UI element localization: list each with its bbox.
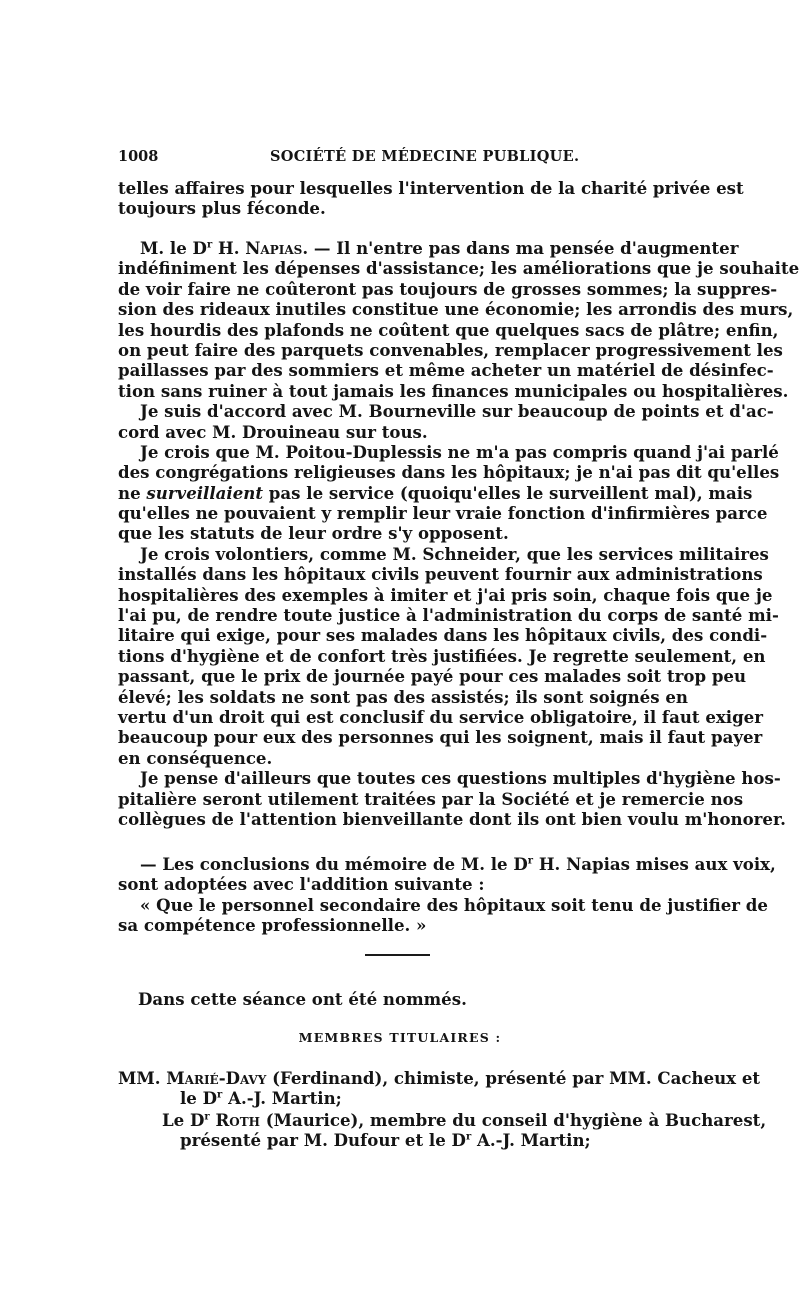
text-line: sion des rideaux inutiles constitue une économie; les arrondis des murs, bbox=[118, 299, 794, 320]
text-line: indéfiniment les dépenses d'assistance; les améliorations que je souhaite bbox=[118, 258, 800, 279]
text-line: vertu d'un droit qui est conclusif du service obligatoire, il faut exiger bbox=[118, 706, 763, 727]
member-name: Roth bbox=[215, 1110, 260, 1130]
member-entry-line: présenté par M. Dufour et le $D^r$ A.-J. Martin; bbox=[180, 1130, 591, 1150]
text-line: paillasses par des sommiers et même acheter un matériel de désinfec- bbox=[118, 360, 774, 381]
members-heading: MEMBRES TITULAIRES : bbox=[298, 1030, 502, 1045]
text-line: que les statuts de leur ordre s'y opposent. bbox=[118, 523, 509, 544]
page-number: 1008 bbox=[118, 148, 159, 165]
text-line: beaucoup pour eux des personnes qui les soignent, mais il faut payer bbox=[118, 727, 763, 748]
member-entry-line: le $D^r$ A.-J. Martin; bbox=[180, 1088, 342, 1108]
text-line: cord avec M. Drouineau sur tous. bbox=[118, 421, 428, 442]
text-line: pitalière seront utilement traitées par la Société et je remercie nos bbox=[118, 788, 744, 809]
text-line: tion sans ruiner à tout jamais les finances municipales ou hospitalières. bbox=[118, 380, 789, 401]
member-entry-line: MM. Marié-Davy (Ferdinand), chimiste, présenté par MM. Cacheux et bbox=[118, 1068, 761, 1088]
text-line: les hourdis des plafonds ne coûtent que quelques sacs de plâtre; enfin, bbox=[118, 319, 779, 340]
text-line: installés dans les hôpitaux civils peuvent fournir aux administrations bbox=[118, 564, 763, 585]
speaker-prefix: M. le D bbox=[140, 238, 207, 258]
section-divider bbox=[365, 954, 430, 956]
speaker-line: M. le $D^r$ H. Napias. — Il n'entre pas dans ma pensée d'augmenter bbox=[140, 238, 739, 258]
speech-napias bbox=[118, 238, 800, 829]
page-header bbox=[118, 148, 688, 172]
text-line: de voir faire ne coûteront pas toujours de grosses sommes; la suppres- bbox=[118, 278, 778, 299]
text-line: élevé; les soldats ne sont pas des assistés; ils sont soignés en bbox=[118, 686, 688, 707]
text-line: — Les conclusions du mémoire de M. le $D^r$ H. Napias mises aux voix, bbox=[140, 854, 776, 874]
quote-line: sa compétence professionnelle. » bbox=[118, 915, 427, 936]
text-line: Je suis d'accord avec M. Bourneville sur beaucoup de points et d'ac- bbox=[140, 401, 774, 422]
text-line: Je crois que M. Poitou-Duplessis ne m'a pas compris quand j'ai parlé bbox=[140, 441, 779, 462]
member-entry-line: Le $D^r$ Roth (Maurice), membre du conseil d'hygiène à Bucharest, bbox=[162, 1110, 767, 1130]
text-line: hospitalières des exemples à imiter et j'ai pris soin, chaque fois que je bbox=[118, 584, 773, 605]
speech-opening: — Il n'entre pas dans ma pensée d'augmenter bbox=[313, 238, 739, 258]
quote-line: « Que le personnel secondaire des hôpitaux soit tenu de justifier de bbox=[140, 894, 768, 915]
text-line: passant, que le prix de journée payé pour ces malades soit trop peu bbox=[118, 666, 747, 687]
continuation-paragraph bbox=[118, 178, 744, 219]
member-name: Marié-Davy bbox=[166, 1068, 267, 1088]
text-line: telles affaires pour lesquelles l'intervention de la charité privée est bbox=[118, 178, 744, 198]
text-line: Je pense d'ailleurs que toutes ces questions multiples d'hygiène hos- bbox=[140, 768, 781, 789]
text-line: litaire qui exige, pour ses malades dans les hôpitaux civils, des condi- bbox=[118, 625, 768, 646]
text-line: des congrégations religieuses dans les hôpitaux; je n'ai pas dit qu'elles bbox=[118, 462, 780, 483]
text-line: toujours plus féconde. bbox=[118, 198, 326, 219]
text-line: tions d'hygiène et de confort très justifiées. Je regrette seulement, en bbox=[118, 645, 766, 666]
text-line: qu'elles ne pouvaient y remplir leur vraie fonction d'infirmières parce bbox=[118, 503, 768, 524]
running-title: SOCIÉTÉ DE MÉDECINE PUBLIQUE. bbox=[270, 148, 580, 165]
text-line: collègues de l'attention bienveillante dont ils ont bien voulu m'honorer. bbox=[118, 808, 786, 829]
text-line: Je crois volontiers, comme M. Schneider, que les services militaires bbox=[140, 543, 769, 564]
nomination-intro: Dans cette séance ont été nommés. bbox=[138, 989, 467, 1009]
text-line: ne surveillaient pas le service (quoiqu'elles le surveillent mal), mais bbox=[118, 482, 753, 503]
speaker-name: H. Napias. bbox=[218, 238, 309, 258]
text-line: l'ai pu, de rendre toute justice à l'administration du corps de santé mi- bbox=[118, 605, 779, 626]
text-line: on peut faire des parquets convenables, remplacer progressivement les bbox=[118, 339, 783, 360]
text-line: en conséquence. bbox=[118, 747, 273, 768]
italic-word: surveillaient bbox=[146, 482, 264, 503]
conclusion-paragraph bbox=[118, 854, 776, 936]
text-line: sont adoptées avec l'addition suivante : bbox=[118, 874, 485, 895]
